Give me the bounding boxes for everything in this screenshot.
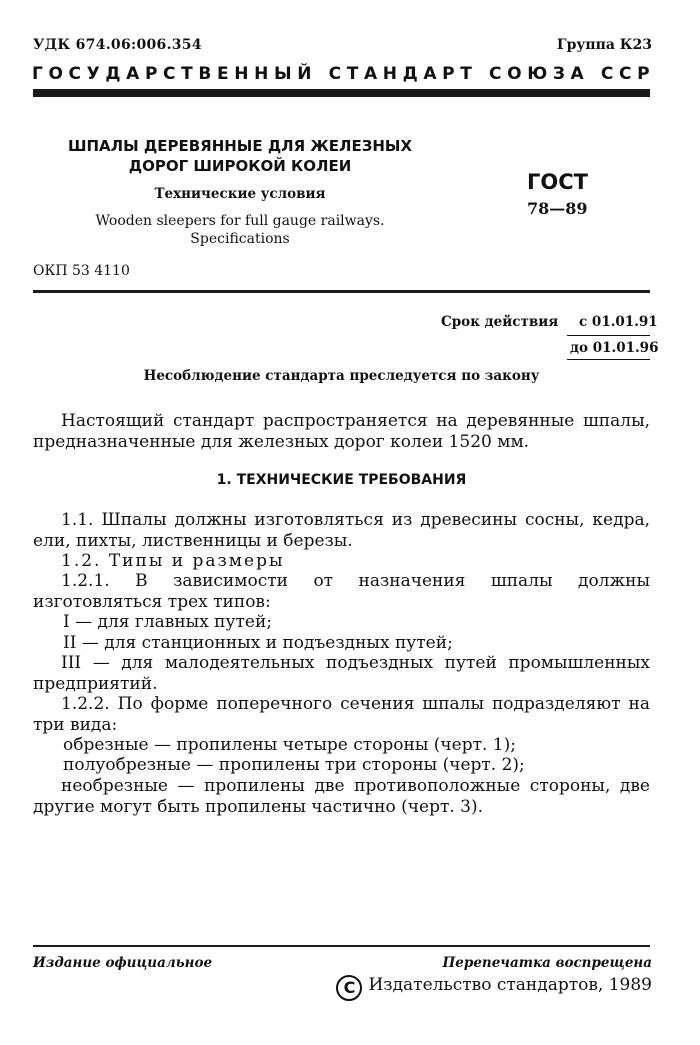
validity-to: до 01.01.96 [570, 340, 659, 356]
validity-divider [567, 335, 650, 336]
validity-underline [567, 359, 650, 360]
header-band [33, 89, 650, 97]
section-title: 1. ТЕХНИЧЕСКИЕ ТРЕБОВАНИЯ [216, 472, 467, 488]
title-en-line-2: Specifications [190, 231, 290, 247]
law-notice: Несоблюдение стандарта преследуется по закону [143, 368, 540, 384]
view-1-item: обрезные — пропилены четыре стороны (черт. 1); [63, 735, 516, 755]
series-letter: С [600, 64, 614, 84]
type-1-item: I — для главных путей; [63, 612, 273, 632]
series-letter: Г [32, 64, 43, 84]
series-gap [317, 64, 323, 84]
series-gap [589, 64, 595, 84]
copyright-text: Издательство стандартов, 1989 [368, 975, 652, 995]
series-letter: С [328, 64, 342, 84]
document-subtitle: Технические условия [154, 186, 326, 202]
gost-number: 78—89 [527, 199, 588, 218]
gost-label: ГОСТ [527, 170, 588, 194]
validity-label: Срок действия [441, 314, 559, 330]
series-letter: О [507, 64, 522, 84]
reprint-notice: Перепечатка воспрещена [442, 955, 652, 971]
series-letter: Т [181, 64, 193, 84]
series-letter: В [198, 64, 212, 84]
view-3-item: необрезные — пропилены две противоположные стороны, две другие могут быть пропилены частично (черт. 3). [33, 776, 650, 817]
clause-1-2-2: 1.2.2. По форме поперечного сечения шпалы подразделяют на три вида: [33, 694, 650, 735]
document-title-ru [58, 136, 422, 176]
series-letter: Т [346, 64, 359, 84]
edition-note: Издание официальное [33, 955, 213, 971]
series-letter: А [363, 64, 378, 84]
series-letter: С [163, 64, 176, 84]
series-letter: Й [297, 64, 312, 84]
clause-1-2: 1.2. Типы и размеры [61, 551, 285, 571]
type-3-item: III — для малодеятельных подъездных путей промышленных предприятий. [33, 653, 650, 694]
series-letter: Н [234, 64, 249, 84]
footer-divider [33, 945, 650, 947]
series-letter: Т [460, 64, 472, 84]
view-2-item: полуобрезные — пропилены три стороны (черт. 2); [63, 755, 525, 775]
series-letter: С [68, 64, 82, 84]
clause-1-1: 1.1. Шпалы должны изготовляться из древесины сосны, кедра, ели, пихты, лиственницы и березы. [33, 510, 650, 551]
standard-series-heading [32, 64, 650, 84]
series-letter: Д [105, 64, 121, 84]
series-letter: Р [442, 64, 455, 84]
series-letter: С [618, 64, 632, 84]
series-letter: Ю [527, 64, 548, 84]
series-letter: Д [402, 64, 418, 84]
series-letter: Н [254, 64, 269, 84]
series-letter: Р [144, 64, 158, 84]
document-title-en [58, 212, 422, 248]
series-letter: Н [382, 64, 397, 84]
series-letter: У [86, 64, 100, 84]
title-en-line-1: Wooden sleepers for full gauge railways. [95, 213, 385, 229]
series-gap [478, 64, 484, 84]
series-letter: З [552, 64, 565, 84]
group-code: Группа К23 [556, 37, 652, 53]
clause-1-2-1: 1.2.1. В зависимости от назначения шпалы должны изготовляться трех типов: [33, 571, 650, 612]
series-letter: А [126, 64, 140, 84]
type-2-item: II — для станционных и подъездных путей; [63, 633, 453, 653]
series-letter: Ы [273, 64, 292, 84]
series-letter: С [489, 64, 502, 84]
series-letter: А [570, 64, 584, 84]
copyright-icon: C [336, 975, 362, 1001]
udk-code: УДК 674.06:006.354 [33, 37, 202, 53]
title-line-1: ШПАЛЫ ДЕРЕВЯННЫЕ ДЛЯ ЖЕЛЕЗНЫХ [67, 137, 413, 155]
copyright-line [336, 975, 652, 1001]
okp-code: ОКП 53 4110 [33, 263, 130, 279]
intro-paragraph: Настоящий стандарт распространяется на деревянные шпалы, предназначенные для железных дорог колеи 1520 мм. [33, 411, 650, 452]
series-letter: А [423, 64, 437, 84]
validity-from: с 01.01.91 [579, 314, 658, 330]
series-letter: Р [637, 64, 650, 84]
divider [33, 290, 650, 293]
series-letter: Е [216, 64, 229, 84]
title-line-2: ДОРОГ ШИРОКОЙ КОЛЕИ [128, 157, 352, 175]
series-letter: О [48, 64, 63, 84]
